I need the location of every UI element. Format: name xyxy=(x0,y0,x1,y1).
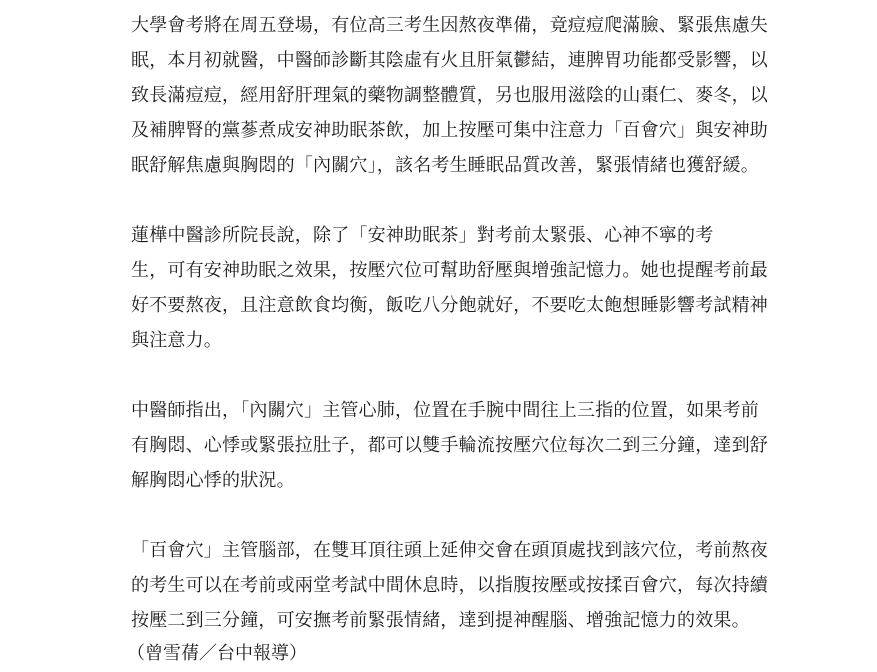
text-line: 有胸悶、心悸或緊張拉肚子，都可以雙手輪流按壓穴位每次二到三分鐘，達到舒 xyxy=(131,435,768,456)
article-paragraph-4 xyxy=(131,533,835,638)
text-line: 蓮樺中醫診所院長說，除了「安神助眠茶」對考前太緊張、心神不寧的考 xyxy=(131,225,714,246)
article-byline: （曾雪蒨／台中報導） xyxy=(127,643,307,664)
article-paragraph-2 xyxy=(131,218,835,358)
text-line: 按壓二到三分鐘，可安撫考前緊張情緒，達到提神醒腦、增強記憶力的效果。 xyxy=(131,610,750,631)
text-line: 眠，本月初就醫，中醫師診斷其陰虛有火且肝氣鬱結，連脾胃功能都受影響，以 xyxy=(131,50,768,71)
text-line: 及補脾腎的黨蔘煮成安神助眠茶飲，加上按壓可集中注意力「百會穴」與安神助 xyxy=(131,120,768,141)
text-line: 生，可有安神助眠之效果，按壓穴位可幫助舒壓與增強記憶力。她也提醒考前最 xyxy=(131,260,768,281)
text-line: 好不要熬夜，且注意飲食均衡，飯吃八分飽就好，不要吃太飽想睡影響考試精神 xyxy=(131,295,768,316)
text-line: 致長滿痘痘，經用舒肝理氣的藥物調整體質，另也服用滋陰的山棗仁、麥冬，以 xyxy=(131,85,768,106)
text-line: 大學會考將在周五登場，有位高三考生因熬夜準備，竟痘痘爬滿臉、緊張焦慮失 xyxy=(131,15,768,36)
text-line: 「百會穴」主管腦部，在雙耳頂往頭上延伸交會在頭頂處找到該穴位，考前熬夜 xyxy=(131,540,768,561)
text-line: 中醫師指出，「內關穴」主管心肺，位置在手腕中間往上三指的位置，如果考前 xyxy=(131,400,759,421)
text-line: 解胸悶心悸的狀況。 xyxy=(131,470,295,491)
text-line: 的考生可以在考前或兩堂考試中間休息時，以指腹按壓或按揉百會穴，每次持續 xyxy=(131,575,768,596)
article-paragraph-3 xyxy=(131,393,835,498)
text-line: 眠舒解焦慮與胸悶的「內關穴」，該名考生睡眠品質改善，緊張情緒也獲舒緩。 xyxy=(131,155,759,176)
article-body xyxy=(127,8,835,669)
article-paragraph-1 xyxy=(131,8,835,183)
text-line: 與注意力。 xyxy=(131,330,222,351)
